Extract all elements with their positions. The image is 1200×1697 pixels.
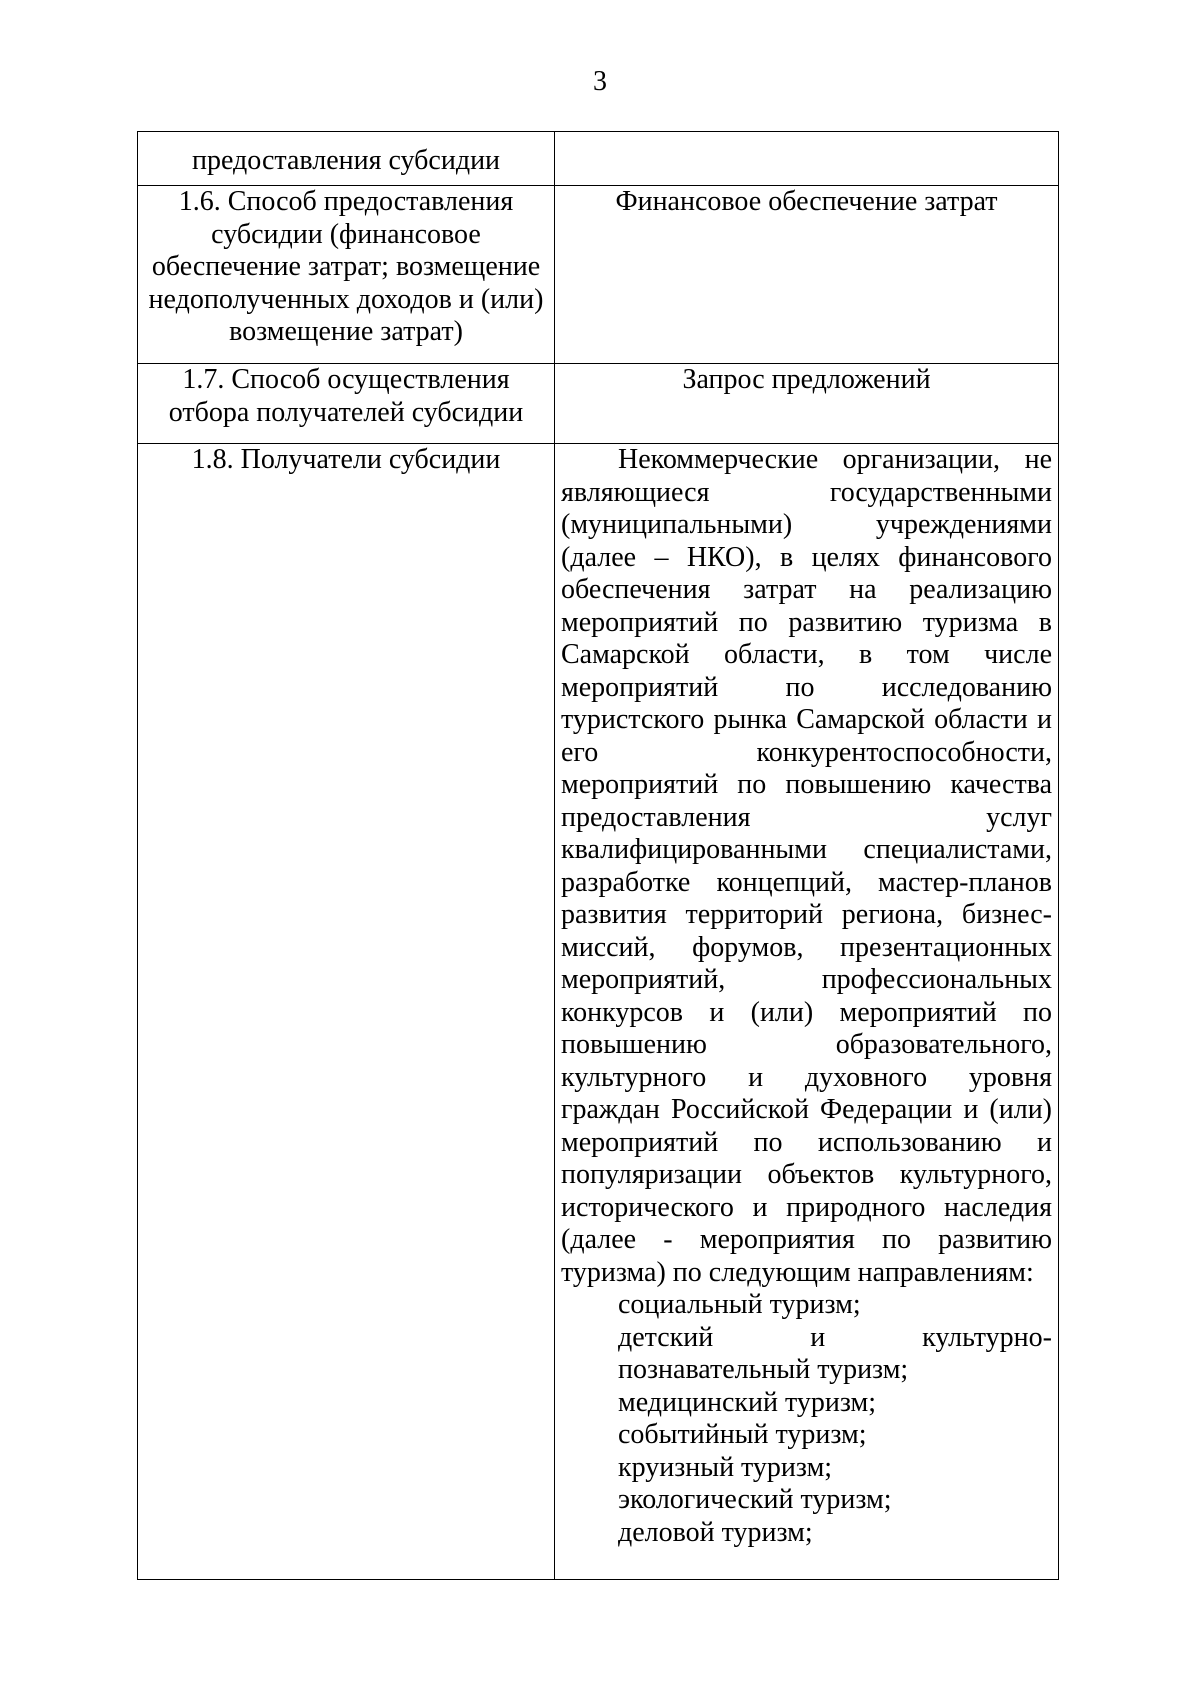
direction-item: экологический туризм; <box>618 1484 892 1515</box>
row-label-cell <box>138 444 555 1580</box>
subsidy-info-table <box>137 131 1059 1580</box>
direction-item: круизный туризм; <box>618 1451 833 1483</box>
direction-item: медицинский туризм; <box>618 1386 876 1418</box>
row-label: 1.6. Способ предоставления субсидии (финансовое обеспечение затрат; возмещение недополученных доходов и (или) возмещение затрат) <box>148 186 544 347</box>
row-value: Запрос предложений <box>682 364 931 395</box>
row-value: Финансовое обеспечение затрат <box>615 186 998 217</box>
table-row <box>138 364 1059 444</box>
row-label: 1.7. Способ осуществления отбора получателей субсидии <box>168 364 524 428</box>
page-number: 3 <box>593 66 607 97</box>
table-row <box>138 132 1059 186</box>
row-label-cell <box>138 186 555 364</box>
row-value-cell <box>555 186 1059 364</box>
direction-item: событийный туризм; <box>618 1419 867 1450</box>
row-label-cell <box>138 364 555 444</box>
row-value-cell <box>555 444 1059 1580</box>
row-label: предоставления субсидии <box>191 145 501 176</box>
direction-item: социальный туризм; <box>618 1289 861 1320</box>
table-row <box>138 186 1059 364</box>
row-label-cell <box>138 132 555 186</box>
row-value-cell <box>555 132 1059 186</box>
direction-item: детский и культурно-познавательный туризм; <box>618 1321 1052 1385</box>
table-row <box>138 444 1059 1580</box>
direction-item: деловой туризм; <box>618 1516 813 1548</box>
recipients-description: Некоммерческие организации, не являющиеся государственными (муниципальными) учреждениями (далее – НКО), в целях финансового обеспечения затрат на реализацию мероприятий по развитию туризма в Самарской области, в том числе мероприятий по исследованию туристского рынка Самарской области и его конкурентоспособности, мероприятий по повышению качества предоставления услуг квалифицированными специалистами, разработке концепций, мастер-планов развития территорий региона, бизнес-миссий, форумов, презентационных мероприятий, профессиональных конкурсов и (или) мероприятий по повышению образовательного, культурного и духовного уровня граждан Российской Федерации и (или) мероприятий по использованию и популяризации объектов культурного, исторического и природного наследия (далее - мероприятия по развитию туризма) по следующим направлениям: <box>561 444 1052 1288</box>
row-label: 1.8. Получатели субсидии <box>191 444 501 475</box>
row-value-cell <box>555 364 1059 444</box>
